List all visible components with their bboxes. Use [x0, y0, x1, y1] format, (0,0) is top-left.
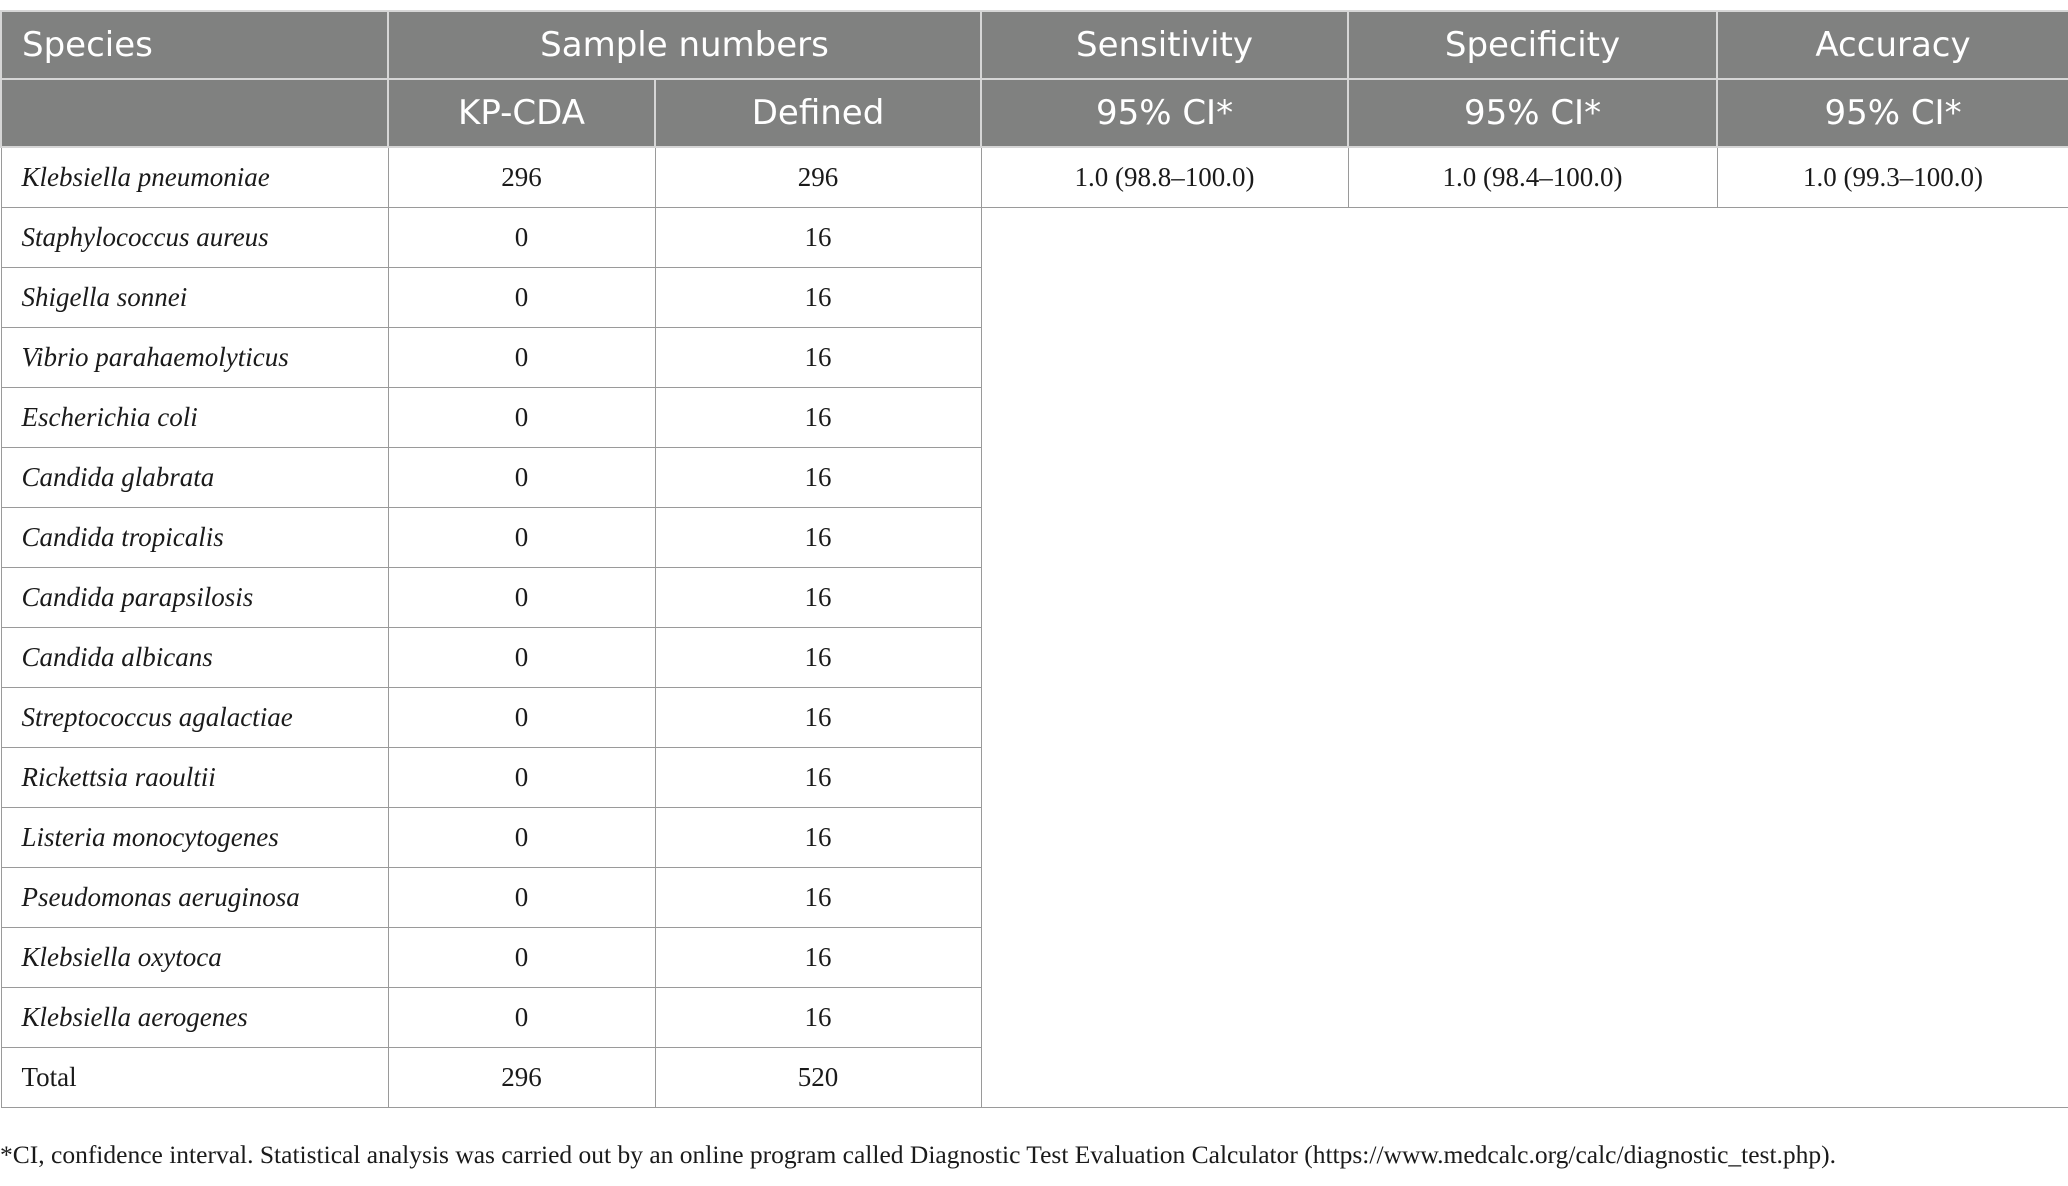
species-cell: Streptococcus agalactiae	[1, 688, 388, 748]
defined-cell: 16	[655, 808, 981, 868]
species-cell: Candida tropicalis	[1, 508, 388, 568]
kp-cda-cell: 0	[388, 388, 655, 448]
defined-cell: 16	[655, 448, 981, 508]
species-cell: Pseudomonas aeruginosa	[1, 868, 388, 928]
defined-cell: 16	[655, 988, 981, 1048]
species-results-table	[0, 10, 2068, 1108]
table-body	[1, 147, 2068, 1108]
kp-cda-cell: 0	[388, 508, 655, 568]
accuracy-cell: 1.0 (99.3–100.0)	[1717, 147, 2068, 208]
table-row	[1, 208, 2068, 268]
species-cell: Candida parapsilosis	[1, 568, 388, 628]
total-kp-cda: 296	[388, 1048, 655, 1108]
kp-cda-cell: 0	[388, 868, 655, 928]
header-kp-cda: KP-CDA	[388, 79, 655, 147]
species-cell: Rickettsia raoultii	[1, 748, 388, 808]
header-accuracy: Accuracy	[1717, 11, 2068, 79]
header-sample-numbers: Sample numbers	[388, 11, 981, 79]
table-row	[1, 147, 2068, 208]
species-cell: Listeria monocytogenes	[1, 808, 388, 868]
table-header	[1, 11, 2068, 147]
header-sensitivity: Sensitivity	[981, 11, 1348, 79]
defined-cell: 296	[655, 147, 981, 208]
defined-cell: 16	[655, 208, 981, 268]
kp-cda-cell: 0	[388, 568, 655, 628]
kp-cda-cell: 0	[388, 328, 655, 388]
header-sensitivity-ci: 95% CI*	[981, 79, 1348, 147]
kp-cda-cell: 0	[388, 808, 655, 868]
defined-cell: 16	[655, 388, 981, 448]
kp-cda-cell: 0	[388, 628, 655, 688]
header-specificity-ci: 95% CI*	[1348, 79, 1717, 147]
kp-cda-cell: 0	[388, 748, 655, 808]
sensitivity-cell: 1.0 (98.8–100.0)	[981, 147, 1348, 208]
defined-cell: 16	[655, 628, 981, 688]
defined-cell: 16	[655, 688, 981, 748]
kp-cda-cell: 0	[388, 208, 655, 268]
species-cell: Candida albicans	[1, 628, 388, 688]
results-table-wrapper	[0, 10, 2068, 1108]
species-cell: Klebsiella aerogenes	[1, 988, 388, 1048]
species-cell: Klebsiella pneumoniae	[1, 147, 388, 208]
species-cell: Escherichia coli	[1, 388, 388, 448]
kp-cda-cell: 296	[388, 147, 655, 208]
defined-cell: 16	[655, 328, 981, 388]
species-cell: Staphylococcus aureus	[1, 208, 388, 268]
empty-stats-region	[981, 208, 2068, 1108]
header-species: Species	[1, 11, 388, 79]
kp-cda-cell: 0	[388, 268, 655, 328]
kp-cda-cell: 0	[388, 928, 655, 988]
defined-cell: 16	[655, 928, 981, 988]
species-cell: Candida glabrata	[1, 448, 388, 508]
defined-cell: 16	[655, 268, 981, 328]
header-specificity: Specificity	[1348, 11, 1717, 79]
specificity-cell: 1.0 (98.4–100.0)	[1348, 147, 1717, 208]
header-row-2	[1, 79, 2068, 147]
header-defined: Defined	[655, 79, 981, 147]
total-label: Total	[1, 1048, 388, 1108]
kp-cda-cell: 0	[388, 448, 655, 508]
kp-cda-cell: 0	[388, 688, 655, 748]
total-defined: 520	[655, 1048, 981, 1108]
species-cell: Klebsiella oxytoca	[1, 928, 388, 988]
species-cell: Shigella sonnei	[1, 268, 388, 328]
kp-cda-cell: 0	[388, 988, 655, 1048]
table-footnote: *CI, confidence interval. Statistical analysis was carried out by an online program called Diagnostic Test Evaluation Calculator (https://www.medcalc.org/calc/diagnostic_test.php).	[0, 1140, 1837, 1169]
header-accuracy-ci: 95% CI*	[1717, 79, 2068, 147]
defined-cell: 16	[655, 508, 981, 568]
defined-cell: 16	[655, 568, 981, 628]
header-blank-cell	[1, 79, 388, 147]
species-cell: Vibrio parahaemolyticus	[1, 328, 388, 388]
header-row-1	[1, 11, 2068, 79]
defined-cell: 16	[655, 748, 981, 808]
defined-cell: 16	[655, 868, 981, 928]
